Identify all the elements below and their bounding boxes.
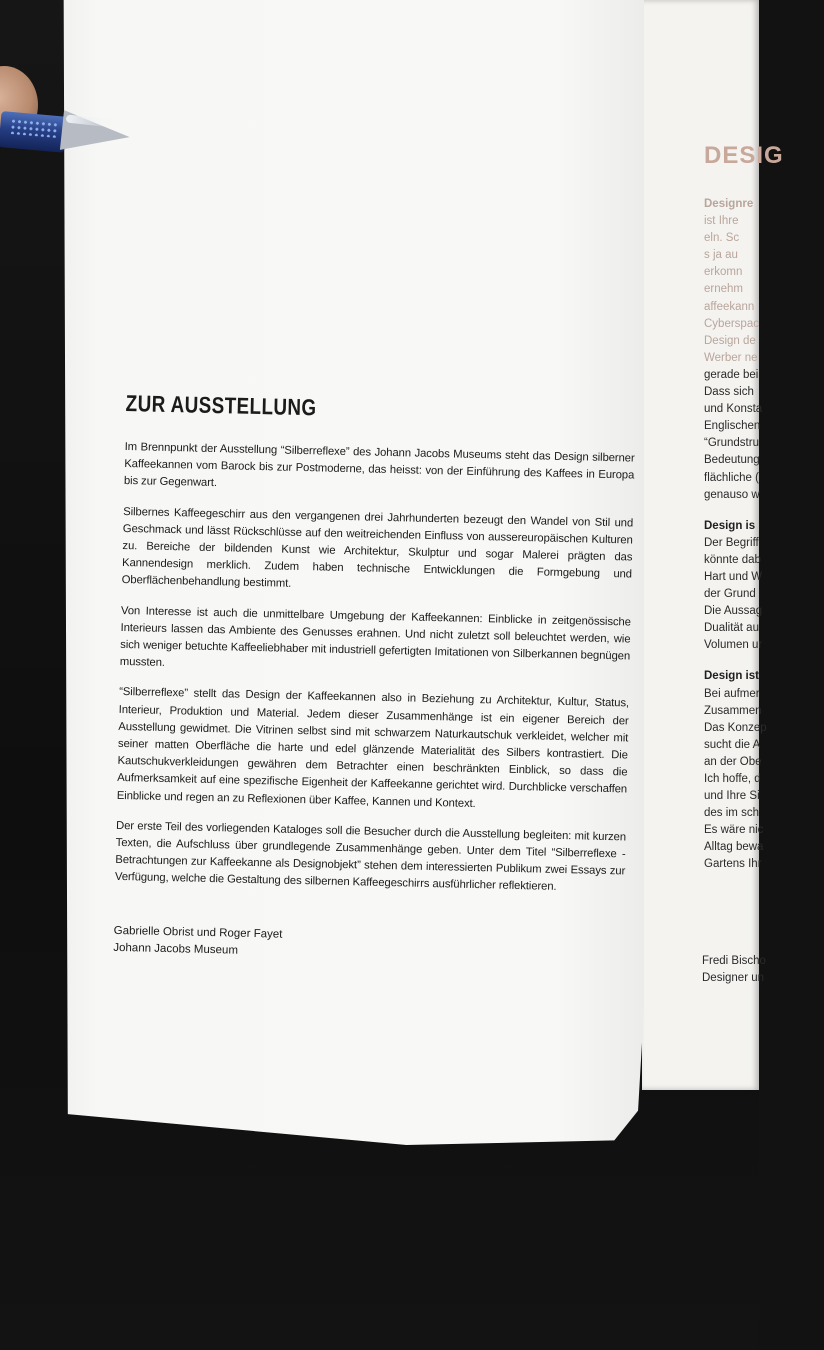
right-page-line: ernehm [704, 283, 743, 296]
right-page-line: ist Ihre [704, 215, 739, 228]
right-page-line: affeekann [704, 300, 755, 313]
right-page-line: Es wäre nic [704, 824, 764, 837]
right-page-line: sucht die A [704, 738, 761, 751]
right-page-line: “Grundstru [704, 437, 759, 450]
right-page-text [704, 196, 824, 874]
right-page-line: Der Begriff [704, 536, 759, 549]
right-page-line: Das Konzep [704, 721, 767, 734]
right-page-signature-line: Designer un [702, 972, 765, 984]
right-page-line: Hart und W [704, 570, 763, 583]
right-page-line: genauso w [704, 488, 760, 501]
right-page-line: könnte dab [704, 553, 761, 566]
right-page-line: Dass sich [704, 386, 754, 399]
right-page-title: DESIG [704, 142, 784, 169]
paragraph: Silbernes Kaffeegeschirr aus den vergangenen drei Jahrhunderten bezeugt den Wandel von Stil und Geschmack und lässt Rückschlüsse auf den weitreichenden Einfluss von aussereuropäischen Kulturen zu. Bereiche der bildenden Kunst wie Architektur, Skulptur und sogar Malerei prägten das Kannendesign merklich. Zudem haben technische Entwicklungen die Formgebung und Oberflächenbehandlung bestimmt. [121, 505, 634, 591]
right-page-line: und Ihre Si [704, 790, 760, 803]
right-page-line: des im sch [704, 807, 759, 820]
right-page-line: Alltag bewa [704, 841, 764, 854]
right-page-line: Design de [704, 334, 756, 347]
right-page-line: Werber ne [704, 351, 758, 364]
page-title: ZUR AUSSTELLUNG [125, 390, 317, 421]
right-page-signature-line: Fredi Bischo [702, 955, 766, 967]
paragraph: Der erste Teil des vorliegenden Kataloges soll die Besucher durch die Ausstellung begleiten: mit kurzen Texten, die Aufschluss über grundlegende Zusammenhänge geben. Unter dem Titel “Silberreflexe - Betrachtungen zur Kaffeekanne als Designobjekt” stehen dem interessierten Publikum zwei Essays zur Verfügung, welche die Gestaltung des silbernen Kaffeegeschirrs ausführlicher reflektieren. [114, 819, 627, 894]
signature-names: Gabrielle Obrist und Roger Fayet [113, 924, 283, 941]
right-page-line: Ich hoffe, d [704, 773, 761, 785]
left-page-content [113, 390, 636, 969]
right-page-line: flächliche ( [704, 471, 759, 484]
right-page-line: Designre [704, 198, 754, 210]
right-page-line: und Konsta [704, 403, 763, 416]
right-page [642, 0, 784, 1090]
right-page-line: Volumen ur [704, 639, 763, 652]
paragraph: “Silberreflexe” stellt das Design der Kaffeekannen also in Beziehung zu Architektur, Kultur, Status, Interieur, Produktion und Material. Jedem dieser Zusammenhänge ist ein eigener Bereich der Ausstellung gewidmet. Die Vitrinen selbst sind mit schwarzem Naturkautschuk verkleidet, welcher mit seiner matten Oberfläche die harte und edel glänzende Materialität des Silbers kontrastiert. Die Kautschukverkleidungen gewähren dem Betrachter einen beschränkten Einblick, so dass die Aufmerksamkeit auf eine spezifische Eigenheit der Kaffeekanne gerichtet wird. Durchblicke verschaffen Einblicke und regen an zu Reflexionen über Kaffee, Kannen und Kontext. [116, 686, 630, 810]
signature-institution: Johann Jacobs Museum [113, 942, 239, 957]
right-page-line: Dualität au [704, 622, 759, 635]
right-page-line: der Grund [704, 588, 756, 601]
right-page-line: s ja au [704, 249, 738, 262]
right-page-line: Bei aufmer [704, 687, 760, 700]
right-page-line: Gartens Ihr [704, 858, 762, 871]
right-page-line: Zusammen [704, 704, 762, 717]
right-page-spacer [704, 654, 824, 668]
right-page-line: an der Obe [704, 755, 762, 768]
right-page-line: Die Aussag [704, 605, 763, 618]
right-page-line: eln. Sc [704, 232, 740, 245]
right-page-signature [702, 953, 766, 987]
right-page-line: erkomn [704, 266, 743, 279]
right-page-spacer [704, 504, 824, 518]
paragraph: Im Brennpunkt der Ausstellung “Silberreflexe” des Johann Jacobs Museums steht das Design silberner Kaffeekannen vom Barock bis zur Postmoderne, das heisst: von der Einführung des Kaffees in Europa bis zur Gegenwart. [123, 440, 635, 490]
right-page-line: Englischen [704, 420, 761, 433]
paragraph: Von Interesse ist auch die unmittelbare Umgebung der Kaffeekannen: Einblicke in zeitgenössische Interieurs lassen das Ambiente des Genusses erahnen. Und nicht zuletzt soll beleuchtet werden, wie sich weniger betuchte Kaffeeliebhaber mit industriell gefertigten Imitationen von Silberkannen begnügen mussten. [119, 604, 631, 670]
right-page-heading: Design ist [704, 670, 759, 683]
right-page-line: Cyberspac [704, 317, 759, 330]
right-page-heading: Design is [704, 519, 756, 532]
right-page-line: gerade bei [704, 368, 759, 381]
right-page-line: Bedeutung [704, 454, 760, 467]
